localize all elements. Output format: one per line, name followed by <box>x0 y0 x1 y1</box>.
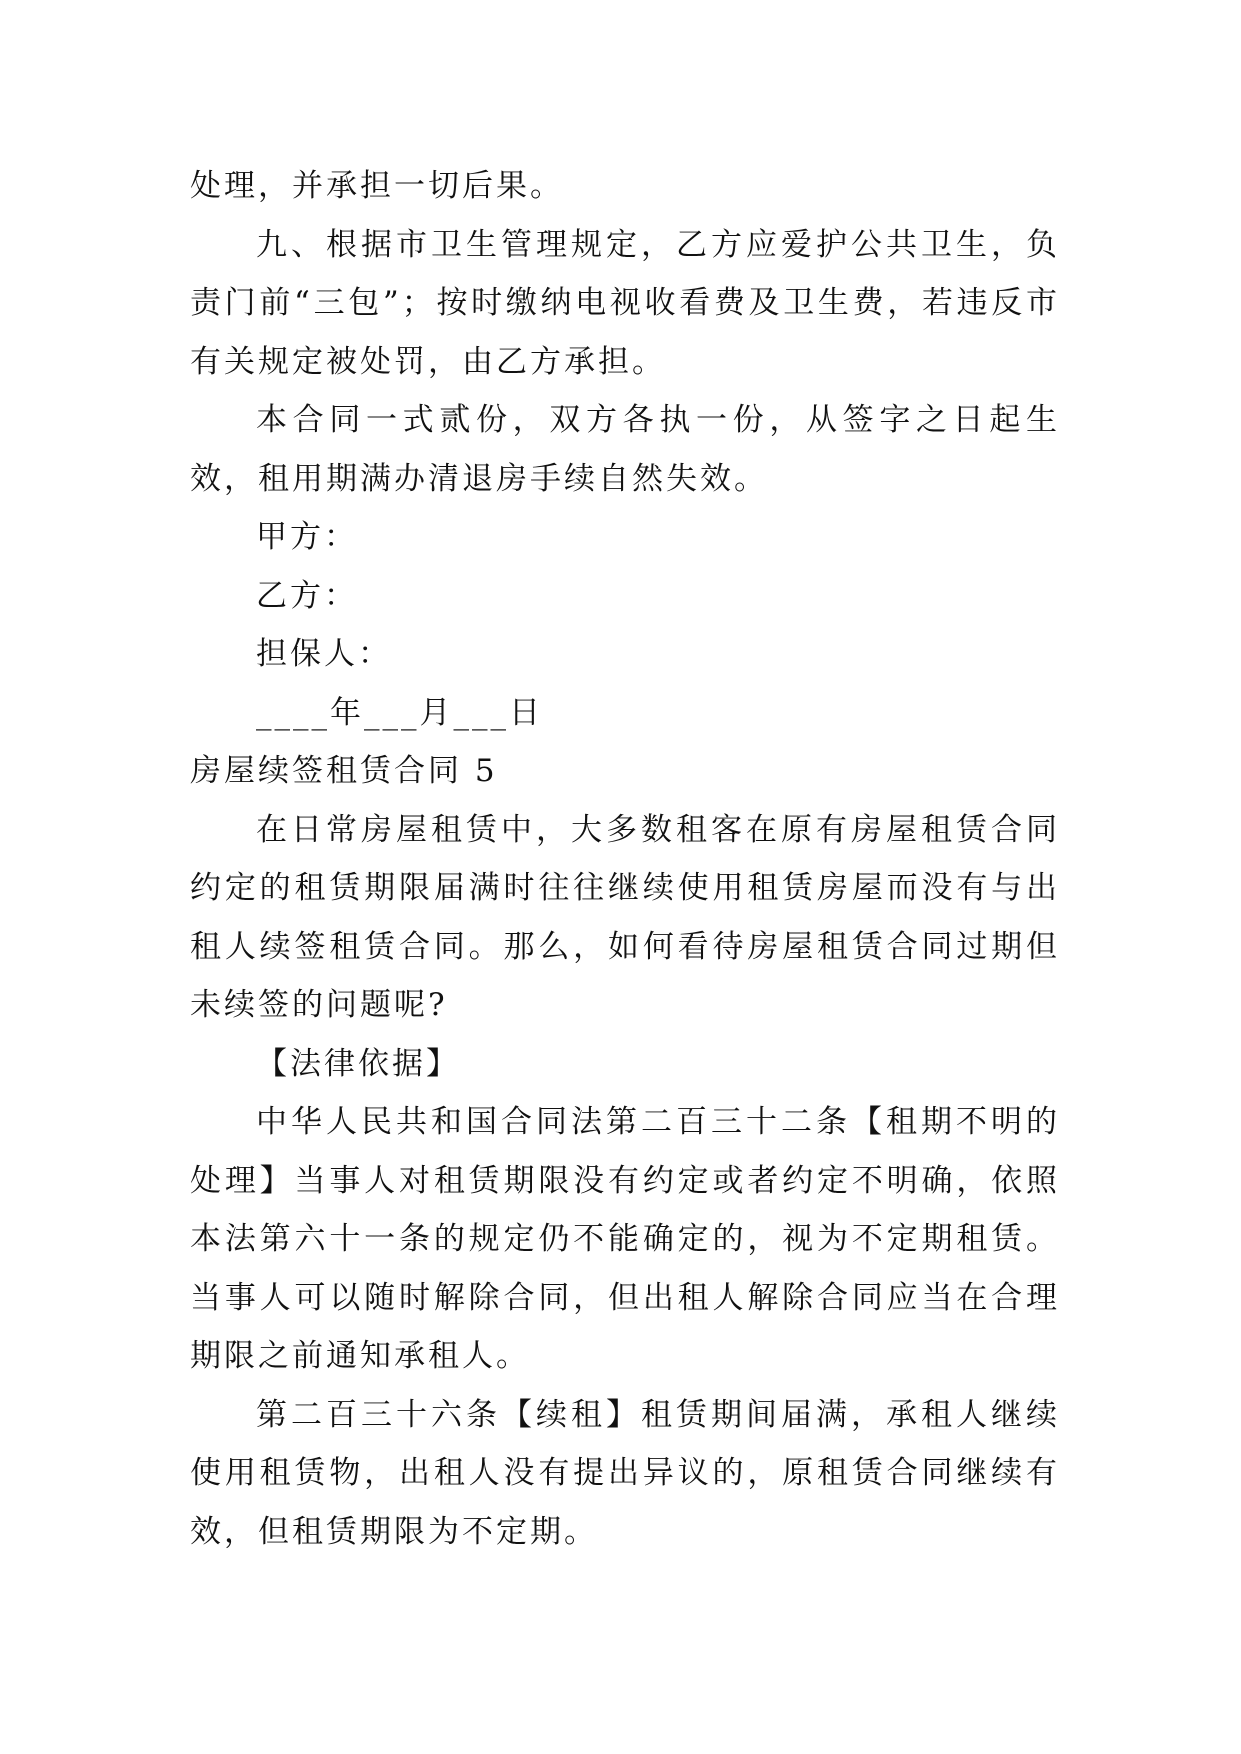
paragraph-legal-basis-heading: 【法律依据】 <box>256 1045 460 1082</box>
signature-guarantor: 担保人： <box>256 636 392 672</box>
paragraph-article-236: 第二百三十六条【续租】租赁期间届满，承租人继续使用租赁物，出租人没有提出异议的，原租赁合同继续有效，但租赁期限为不定期。 <box>190 1396 1060 1550</box>
signature-date: ____年___月___日 <box>256 694 543 731</box>
paragraph-consequence: 处理，并承担一切后果。 <box>190 168 564 204</box>
signature-party-a: 甲方： <box>256 519 358 555</box>
paragraph-intro: 在日常房屋租赁中，大多数租客在原有房屋租赁合同约定的租赁期限届满时往往继续使用租赁房屋而没有与出租人续签租赁合同。那么，如何看待房屋租赁合同过期但未续签的问题呢? <box>190 811 1060 1023</box>
paragraph-copies: 本合同一式贰份，双方各执一份，从签字之日起生效，租用期满办清退房手续自然失效。 <box>190 402 1060 497</box>
section-title: 房屋续签租赁合同 5 <box>190 753 498 789</box>
signature-party-b: 乙方： <box>256 577 358 614</box>
paragraph-article-232: 中华人民共和国合同法第二百三十二条【租期不明的处理】当事人对租赁期限没有约定或者约定不明确，依照本法第六十一条的规定仍不能确定的，视为不定期租赁。当事人可以随时解除合同，但出租人解除合同应当在合理期限之前通知承租人。 <box>190 1104 1060 1374</box>
document-body <box>190 157 1060 1561</box>
paragraph-clause-nine: 九、根据市卫生管理规定，乙方应爱护公共卫生，负责门前“三包”；按时缴纳电视收看费及卫生费，若违反市有关规定被处罚，由乙方承担。 <box>190 226 1060 380</box>
